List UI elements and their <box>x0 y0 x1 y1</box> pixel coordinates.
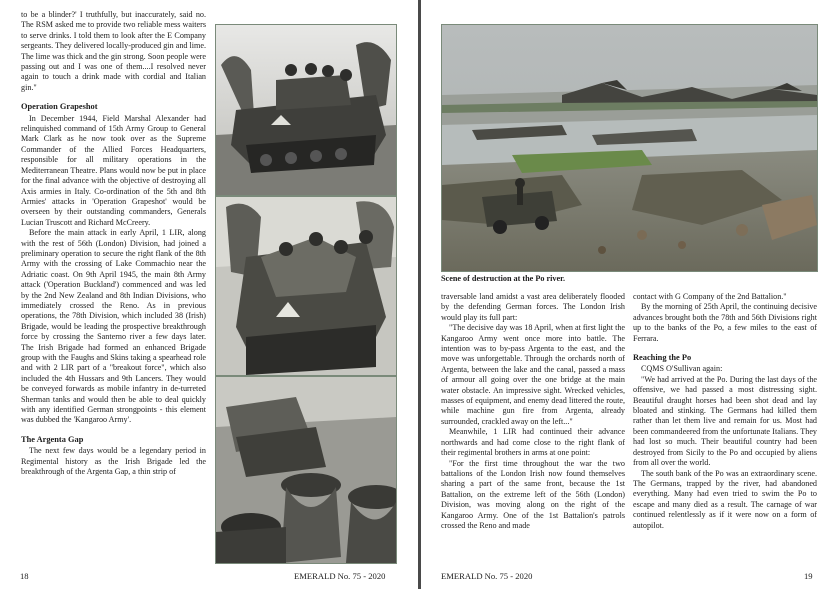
page-number-right: 19 <box>804 571 813 581</box>
paragraph-south-bank: The south bank of the Po was an extraordinary scene. The Germans, trapped by the river, had abandoned everything. Many had even tried to swim the Po to escape and many died as a result. The carnage of war continued relentlessly as if it were now on a form of autopilot. <box>633 468 817 530</box>
photo-caption: Scene of destruction at the Po river. <box>441 274 566 283</box>
paragraph-before-attack: Before the main attack in early April, 1 LIR, along with the rest of 56th (London) Division, had joined a preliminary operation to secure the right flank of the 8th Army with the crossing of Lake Commachio near the Adriatic coast. On 9th April 1945, the main 8th Army attack ('Operation Buckland') commenced and was led by the 2nd New Zealand and 8th Indian Divisions, who immediately crossed the Reno. As in previous operations, the 78th Division, which included 38 (Irish) Brigade, would be leading the prospective breakthrough force by crossing the Santerno river a few days later. The Irish Brigade had formed an enhanced Brigade group with the Faughs and Skins taking a spearhead role and with 2 LIR part of a "breakout force", which also included the 4th Hussars and 9th Lancers. They would be conveyed forwards as mobile infantry in de-turreted Sherman tanks and would then be able to deal quickly with any identified German strongpoints - this element was dubbed the 'Kangaroo Army'. <box>21 228 206 425</box>
paragraph-cqms: CQMS O'Sullivan again: <box>641 364 723 374</box>
photo-sherman-with-infantry <box>215 196 397 376</box>
page-number-left: 18 <box>20 571 29 581</box>
right-column-2 <box>633 292 817 531</box>
photo-tank-with-soldiers <box>215 24 397 196</box>
heading-operation-grapeshot: Operation Grapeshot <box>21 102 98 112</box>
right-page <box>421 0 839 589</box>
quote-arrived-at-po: "We had arrived at the Po. During the last days of the offensive, we had passed a most distressing sight. Beautiful draught horses had been shot dead and lay bloated and stinking. The Germans had killed them rather than let them live and remain for us. Most had been commandeered from the unfortunate Italians. They had lost so much. Their beautiful country had been destroyed from Sicily to the Po and occupied by aliens from all over the world. <box>633 374 817 468</box>
photo-soldiers-in-helmets <box>215 376 397 564</box>
paragraph-contact: contact with G Company of the 2nd Battalion." <box>633 292 787 301</box>
quote-first-time: "For the first time throughout the war the two battalions of the London Irish now found themselves sharing a part of the same front, because the 1st Battalion, on the extreme left of the 56th (London) Division, was moving along on the right of the Kangaroo Army. One of the 1st Battalion's patrols crossed the Reno and made <box>441 458 625 530</box>
paragraph-morning: By the morning of 25th April, the continuing decisive advances brought both the 78th and 56th Divisions right up to the banks of the Po, a few miles to the east of Ferrara. <box>633 302 817 343</box>
heading-reaching-the-po: Reaching the Po <box>633 353 692 363</box>
paragraph-traversable: traversable land amidst a vast area deliberately flooded by the defending German forces. The London Irish would play its full part: <box>441 292 625 322</box>
photo-destroyed-bridge-po-river <box>441 24 818 272</box>
left-column <box>21 10 206 477</box>
heading-argenta-gap: The Argenta Gap <box>21 434 84 444</box>
quote-decisive-day: "The decisive day was 18 April, when at first light the Kangaroo Army went once more into battle. The intention was to by-pass Argenta to the east, and the move was unforgettable. Through the orchards north of Argenta, between the lake and the canal, passed a mass of armour all going over the one bridge at the main water obstacle. An impressive sight. Wrecked vehicles, masses of equipment, and enemy dead littered the route, while machine gun fire from Argenta, already surrounded, crackled away on the left..." <box>441 323 625 426</box>
paragraph-december: In December 1944, Field Marshal Alexander had relinquished command of 15th Army Group to General Mark Clark as he now took over as the Supreme Commander of the Allied Forces Headquarters, responsible for all military operations in the Mediterranean Theatre. Plans would now be put in place for the final advance with the objective of destroying all Axis armies in Italy. Co-ordination of the 5th and 8th Armies' attacks in 'Operation Grapeshot' would be overseen by their outstanding commanders, Generals Lucian Truscott and Richard McCreery. <box>21 113 206 227</box>
right-column-1 <box>441 292 625 531</box>
paragraph-meanwhile: Meanwhile, 1 LIR had continued their advance northwards and had come close to the right flank of their regimental brothers in arms at one point: <box>441 427 625 458</box>
footer-title-left: EMERALD No. 75 - 2020 <box>294 571 386 581</box>
left-page <box>0 0 418 589</box>
footer-title-right: EMERALD No. 75 - 2020 <box>441 571 533 581</box>
paragraph-next-few-days: The next few days would be a legendary period in Regimental history as the Irish Brigade led the breakthrough of the Argenta Gap, a thin strip of <box>21 446 206 477</box>
intro-paragraph: to be a blinder?' I truthfully, but inaccurately, said no. The RSM asked me to provide two reliable mess waiters to serve drinks. I told them to look after the E Company sergeants. They delivered locally-produced gin and lime. The lime was thick and the gin strong. Soon people were passing out and I was one of them....I resolved never again to touch a drink made with cordial and Italian gin." <box>21 10 206 92</box>
